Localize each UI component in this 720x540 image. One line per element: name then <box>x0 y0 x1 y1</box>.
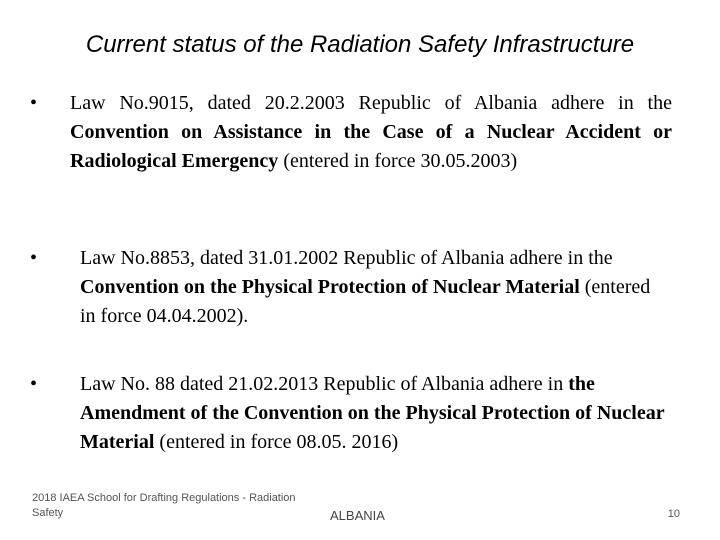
footer-event-label: 2018 IAEA School for Drafting Regulations - Radiation Safety <box>32 492 296 519</box>
footer-country-label: ALBANIA <box>330 508 385 523</box>
bullet-item-3 <box>30 370 670 457</box>
bullet-dot-icon: • <box>30 247 38 269</box>
page-number: 10 <box>667 508 680 520</box>
bullet-text: Law No. 88 dated 21.02.2013 Republic of Albania adhere in the Amendment of the Convention on the Physical Protection of Nuclear Material (entered in force 08.05. 2016) <box>80 373 665 453</box>
bullet-item-1 <box>30 89 672 176</box>
bullet-dot-icon: • <box>30 92 38 114</box>
bullet-item-2 <box>30 244 670 331</box>
slide-title: Current status of the Radiation Safety Infrastructure <box>85 31 635 58</box>
bullet-text: Law No.8853, dated 31.01.2002 Republic of Albania adhere in the Convention on the Physical Protection of Nuclear Material (entered in force 04.04.2002). <box>80 247 651 327</box>
bullet-dot-icon: • <box>30 373 38 395</box>
bullet-text: Law No.9015, dated 20.2.2003 Republic of Albania adhere in the Convention on Assistance in the Case of a Nuclear Accident or Radiological Emergency (entered in force 30.05.2003) <box>70 92 672 172</box>
